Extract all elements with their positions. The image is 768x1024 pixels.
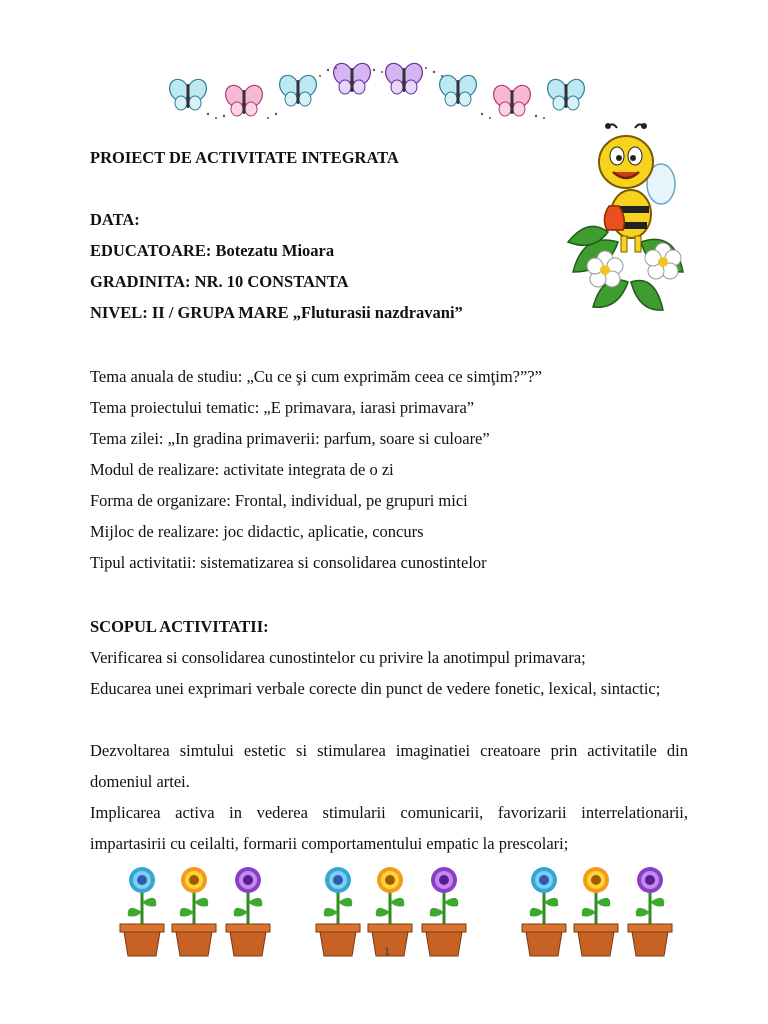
- organization-form-line: Forma de organizare: Frontal, individual, pe grupuri mici: [90, 491, 468, 510]
- realization-means-line: Mijloc de realizare: joc didactic, aplicatie, concurs: [90, 522, 424, 541]
- bee-icon: [599, 123, 675, 252]
- potted-flower-icon: [120, 867, 164, 956]
- potted-flower-icon: [368, 867, 412, 956]
- page-number: 1: [384, 944, 390, 958]
- butterfly-icon: [276, 72, 320, 106]
- butterfly-icon: [490, 82, 534, 116]
- document-title: PROIECT DE ACTIVITATE INTEGRATA: [90, 148, 399, 167]
- potted-flower-icon: [226, 867, 270, 956]
- date-label: DATA:: [90, 210, 140, 229]
- potted-flower-icon: [522, 867, 566, 956]
- scope-paragraph: Educarea unei exprimari verbale corecte din punct de vedere fonetic, lexical, sintactic;: [90, 679, 661, 698]
- butterfly-icon: [166, 76, 210, 110]
- scope-paragraph: Implicarea activa in vederea stimularii comunicarii, favorizarii interrelationarii, impartasirii cu ceilalti, formarii comportamentului empatic la prescolari;: [90, 803, 688, 853]
- educator-line: EDUCATOARE: Botezatu Mioara: [90, 241, 335, 260]
- bee-on-flowers-clipart: [563, 122, 693, 317]
- potted-flower-icon: [316, 867, 360, 956]
- potted-flower-icon: [628, 867, 672, 956]
- realization-mode-line: Modul de realizare: activitate integrata de o zi: [90, 460, 394, 479]
- project-theme-line: Tema proiectului tematic: „E primavara, iarasi primavara”: [90, 398, 475, 417]
- butterfly-icon: [330, 60, 374, 94]
- potted-flowers-border: [112, 858, 682, 968]
- day-theme-line: Tema zilei: „In gradina primaverii: parfum, soare si culoare”: [90, 429, 490, 448]
- butterfly-icon: [436, 72, 480, 106]
- scope-paragraph: Verificarea si consolidarea cunostintelor cu privire la anotimpul primavara;: [90, 648, 586, 667]
- level-group-line: NIVEL: II / GRUPA MARE „Fluturasii nazdravani”: [90, 303, 463, 322]
- kindergarten-line: GRADINITA: NR. 10 CONSTANTA: [90, 272, 349, 291]
- potted-flower-icon: [172, 867, 216, 956]
- butterfly-icon: [222, 82, 266, 116]
- butterfly-banner: [160, 58, 600, 128]
- potted-flower-icon: [422, 867, 466, 956]
- annual-theme-line: Tema anuala de studiu: „Cu ce şi cum exprimăm ceea ce simţim?”?”: [90, 367, 542, 386]
- potted-flower-icon: [574, 867, 618, 956]
- butterfly-icon: [382, 60, 426, 94]
- activity-type-line: Tipul activitatii: sistematizarea si consolidarea cunostintelor: [90, 553, 487, 572]
- butterfly-icon: [544, 76, 588, 110]
- scope-heading: SCOPUL ACTIVITATII:: [90, 617, 269, 636]
- scope-paragraph: Dezvoltarea simtului estetic si stimularea imaginatiei creatoare prin activitatile din domeniul artei.: [90, 741, 688, 791]
